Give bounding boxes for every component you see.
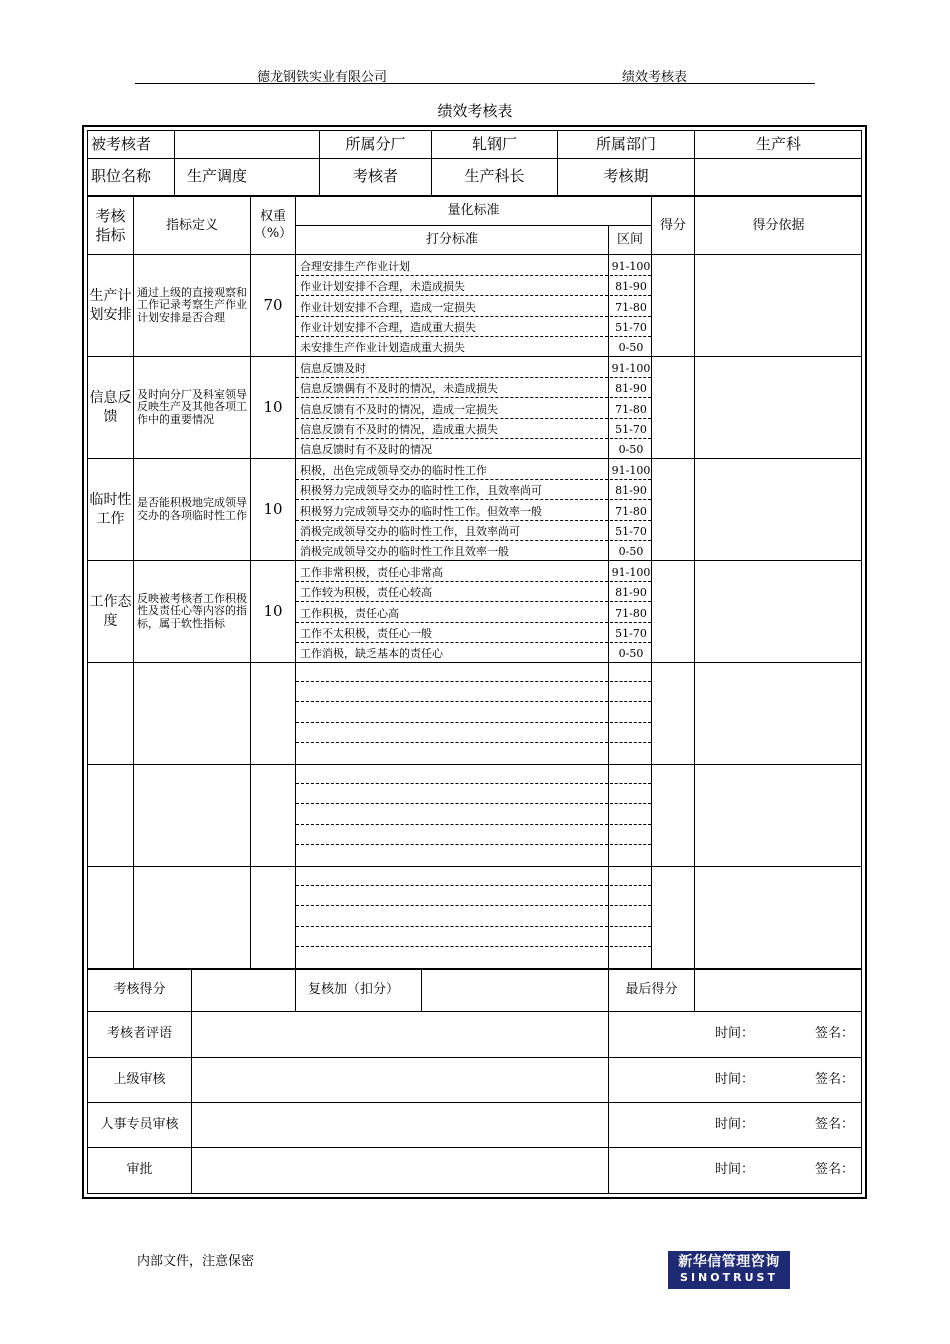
dotted-rule [296,946,608,947]
dotted-rule [296,438,608,439]
col-basis: 得分依据 [752,217,805,233]
dotted-rule [610,885,651,886]
dotted-rule [610,581,651,582]
criterion-range: 81-90 [615,280,647,294]
branch-value: 轧钢厂 [471,134,517,153]
assessor-value: 生产科长 [464,167,525,186]
dotted-rule [610,742,651,743]
col-definition: 指标定义 [165,217,218,233]
criterion-text: 工作较为积极，责任心较高 [300,586,432,600]
dotted-rule [610,681,651,682]
final-score-field[interactable] [695,970,862,1011]
criterion-range: 51-70 [615,320,647,334]
dotted-rule [610,295,651,296]
dotted-rule [610,275,651,276]
criterion-range: 0-50 [618,647,644,661]
signoff-label: 上级审核 [113,1072,166,1088]
dotted-rule [610,701,651,702]
row-divider [87,662,862,663]
criterion-text: 积极努力完成领导交办的临时性工作。但效率一般 [300,504,542,518]
criterion-range: 91-100 [611,566,651,579]
indicator-name: 生产计划安排 [89,288,132,323]
dotted-rule [296,601,608,602]
indicator-weight: 10 [263,499,283,518]
assessee-label: 被考核者 [91,134,152,153]
dotted-rule [610,397,651,398]
dotted-rule [296,581,608,582]
signoff-time: 时间： [715,1026,755,1042]
branch-label: 所属分厂 [345,134,406,153]
criterion-text: 工作不太积极，责任心一般 [300,626,432,640]
dotted-rule [610,946,651,947]
criterion-range: 91-100 [611,362,651,375]
dotted-rule [296,926,608,927]
criterion-text: 积极，出色完成领导交办的临时性工作 [300,464,487,477]
dotted-rule [296,742,608,743]
criterion-range: 71-80 [615,300,647,314]
signoff-time: 时间： [715,1072,755,1088]
criterion-range: 71-80 [615,402,647,416]
dotted-rule [610,540,651,541]
row-divider [87,764,862,765]
dotted-rule [610,622,651,623]
indicator-weight: 10 [263,397,283,416]
dotted-rule [296,295,608,296]
dotted-rule [296,824,608,825]
dotted-rule [296,783,608,784]
criterion-text: 工作消极，缺乏基本的责任心 [300,647,443,661]
criterion-range: 81-90 [615,586,647,600]
criterion-range: 91-100 [611,260,651,273]
criterion-range: 81-90 [615,382,647,396]
criterion-range: 51-70 [615,422,647,436]
signoff-sign: 签名： [815,1117,855,1133]
dotted-rule [610,520,651,521]
score-cell[interactable] [652,459,694,560]
criterion-range: 91-100 [611,464,651,477]
basis-cell[interactable] [695,561,862,662]
signoff-sign: 签名： [815,1026,855,1042]
criterion-text: 信息反馈偶有不及时的情况，未造成损失 [300,382,498,396]
indicator-definition: 通过上级的直接观察和工作记录考察生产作业计划安排是否合理 [137,285,247,324]
indicator-name: 工作态度 [89,594,132,629]
criterion-text: 未安排生产作业计划造成重大损失 [300,341,465,355]
dotted-rule [296,722,608,723]
col-score: 得分 [659,217,686,233]
adjust-label: 复核加（扣分） [308,982,400,998]
score-label: 考核得分 [113,982,166,998]
criterion-range: 0-50 [618,341,644,355]
criterion-text: 作业计划安排不合理，造成一定损失 [300,300,476,314]
criterion-range: 81-90 [615,484,647,498]
signoff-sign: 签名： [815,1162,855,1178]
dotted-rule [296,275,608,276]
dotted-rule [610,926,651,927]
dotted-rule [296,844,608,845]
signoff-time: 时间： [715,1162,755,1178]
criterion-text: 作业计划安排不合理，未造成损失 [300,280,465,294]
final-score-label: 最后得分 [625,982,678,998]
adjust-field[interactable] [422,970,608,1011]
criterion-text: 信息反馈及时 [300,362,366,375]
col-weight: 权重 （%） [253,209,293,241]
dotted-rule [296,479,608,480]
dotted-rule [610,905,651,906]
header-doc-name: 绩效考核表 [622,70,688,85]
dotted-rule [296,336,608,337]
dotted-rule [296,316,608,317]
dotted-rule [610,336,651,337]
indicator-definition: 是否能积极地完成领导交办的各项临时性工作 [137,495,247,522]
score-cell[interactable] [652,255,694,356]
signoff-comment-field[interactable] [192,1012,608,1057]
criterion-text: 合理安排生产作业计划 [300,260,410,273]
criterion-text: 积极努力完成领导交办的临时性工作，且效率尚可 [300,484,542,498]
dotted-rule [296,499,608,500]
dotted-rule [296,803,608,804]
signoff-sign: 签名： [815,1072,855,1088]
indicator-name: 临时性工作 [89,492,132,527]
basis-cell[interactable] [695,255,862,356]
signoff-comment-field[interactable] [192,1103,608,1148]
col-range: 区间 [616,231,643,247]
signoff-label: 人事专员审核 [100,1117,179,1133]
signoff-comment-field[interactable] [192,1058,608,1103]
score-cell[interactable] [652,357,694,458]
dotted-rule [296,701,608,702]
dotted-rule [296,520,608,521]
criterion-text: 信息反馈有不及时的情况，造成一定损失 [300,402,498,416]
dotted-rule [296,397,608,398]
score-field[interactable] [192,970,295,1011]
criterion-text: 消极完成领导交办的临时性工作，且效率尚可 [300,524,520,538]
row-divider [87,866,862,867]
assessor-label: 考核者 [352,167,398,186]
dotted-rule [296,885,608,886]
criterion-range: 0-50 [618,443,644,457]
criterion-text: 消极完成领导交办的临时性工作且效率一般 [300,545,509,559]
signoff-time: 时间： [715,1117,755,1133]
dotted-rule [296,377,608,378]
indicator-weight: 70 [263,295,283,314]
criterion-text: 工作积极，责任心高 [300,606,399,620]
signoff-comment-field[interactable] [192,1148,608,1193]
dotted-rule [610,479,651,480]
assessee-field[interactable] [175,131,319,158]
dotted-rule [610,844,651,845]
indicator-name: 信息反馈 [89,390,132,425]
criterion-text: 作业计划安排不合理，造成重大损失 [300,320,476,334]
criterion-range: 71-80 [615,504,647,518]
criterion-range: 51-70 [615,524,647,538]
dotted-rule [610,783,651,784]
score-cell[interactable] [652,561,694,662]
dotted-rule [296,540,608,541]
confidential-note: 内部文件，注意保密 [137,1254,255,1269]
dotted-rule [610,803,651,804]
period-field[interactable] [695,159,862,195]
dotted-rule [296,418,608,419]
page-title: 绩效考核表 [437,102,513,120]
criterion-text: 工作非常积极，责任心非常高 [300,566,443,579]
basis-cell[interactable] [695,357,862,458]
dotted-rule [610,418,651,419]
criterion-text: 信息反馈有不及时的情况，造成重大损失 [300,422,498,436]
criterion-text: 信息反馈时有不及时的情况 [300,443,432,457]
indicator-weight: 10 [263,601,283,620]
dotted-rule [610,316,651,317]
signoff-label: 审批 [126,1162,153,1178]
dotted-rule [296,642,608,643]
col-quant: 量化标准 [447,203,500,219]
dotted-rule [610,642,651,643]
dotted-rule [296,905,608,906]
period-label: 考核期 [603,167,649,186]
dept-label: 所属部门 [595,134,656,153]
dept-value: 生产科 [755,134,801,153]
dotted-rule [610,438,651,439]
col-indicator: 考核指标 [95,206,126,244]
dotted-rule [610,499,651,500]
position-label: 职位名称 [91,167,152,186]
basis-cell[interactable] [695,459,862,560]
indicator-definition: 及时向分厂及科室领导反映生产及其他各项工作中的重要情况 [137,387,247,426]
dotted-rule [296,681,608,682]
criterion-range: 71-80 [615,606,647,620]
signoff-label: 考核者评语 [106,1026,172,1042]
dotted-rule [610,824,651,825]
company-name: 德龙钢铁实业有限公司 [257,70,388,85]
criterion-range: 0-50 [618,545,644,559]
sinotrust-logo: 新华信管理咨询 SINOTRUST [668,1251,790,1289]
dotted-rule [610,601,651,602]
col-scoring: 打分标准 [425,231,478,247]
dotted-rule [610,377,651,378]
indicator-definition: 反映被考核者工作积极性及责任心等内容的指标，属于软性指标 [137,591,247,630]
dotted-rule [610,722,651,723]
dotted-rule [296,622,608,623]
position-value: 生产调度 [187,167,248,186]
criterion-range: 51-70 [615,626,647,640]
header-rule [135,83,815,84]
